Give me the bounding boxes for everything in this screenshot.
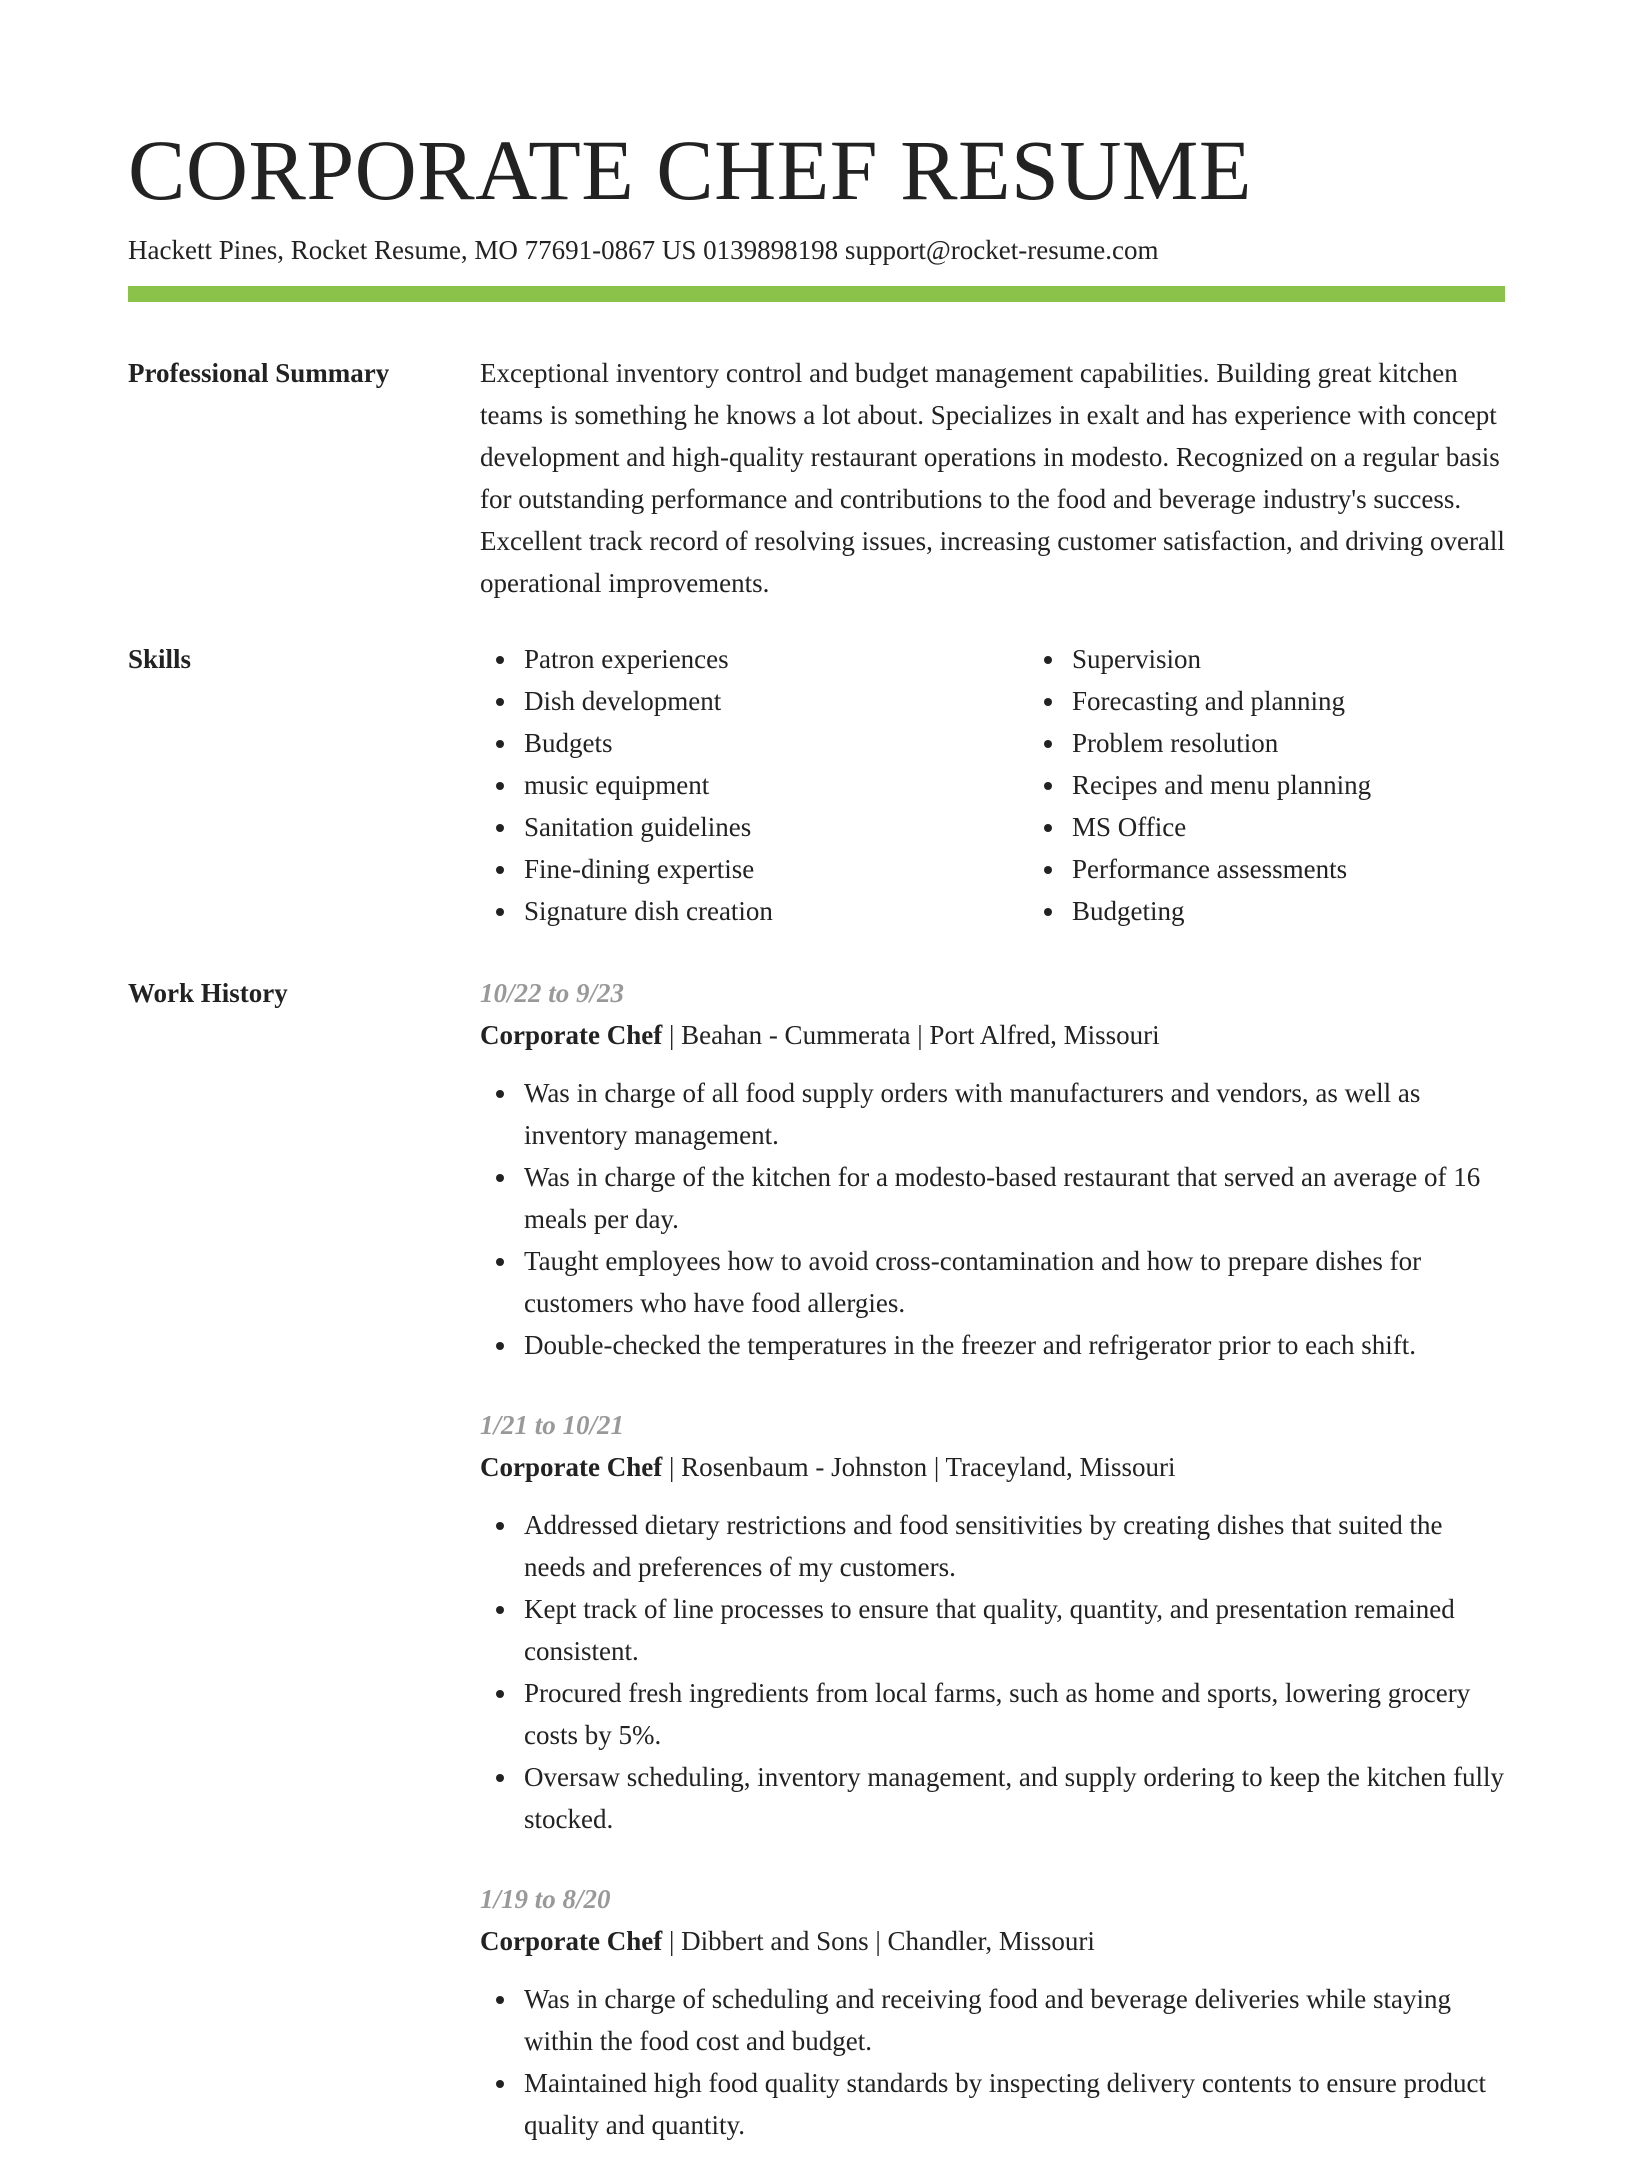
- skill-item: Budgets: [524, 722, 1028, 764]
- job-bullets: [480, 1504, 1505, 1840]
- job-bullet: Taught employees how to avoid cross-contamination and how to prepare dishes for customers who have food allergies.: [524, 1240, 1505, 1324]
- job-dates: 1/21 to 10/21: [480, 1410, 625, 1440]
- job-bullets: [480, 1072, 1505, 1366]
- skills-list-right: [1028, 638, 1576, 932]
- summary-text: Exceptional inventory control and budget management capabilities. Building great kitchen teams is something he knows a lot about. Specializes in exalt and has experience with concept development and high-quality restaurant operations in modesto. Recognized on a regular basis for outstanding performance and contributions to the food and beverage industry's success. Excellent track record of resolving issues, increasing customer satisfaction, and driving overall operational improvements.: [480, 358, 1505, 598]
- section-professional-summary: [128, 352, 1505, 604]
- skills-body: [480, 638, 1576, 932]
- job-bullet: Addressed dietary restrictions and food sensitivities by creating dishes that suited the needs and preferences of my customers.: [524, 1504, 1505, 1588]
- job-role: Corporate Chef: [480, 1926, 663, 1956]
- job-bullet: Was in charge of scheduling and receiving food and beverage deliveries while staying within the food cost and budget.: [524, 1978, 1505, 2062]
- job-entry: [480, 972, 1505, 1366]
- job-title-line: [480, 1446, 1505, 1488]
- skill-item: Problem resolution: [1072, 722, 1576, 764]
- job-bullet: Kept track of line processes to ensure that quality, quantity, and presentation remained consistent.: [524, 1588, 1505, 1672]
- skill-item: Signature dish creation: [524, 890, 1028, 932]
- job-entry: [480, 1404, 1505, 1840]
- skill-item: MS Office: [1072, 806, 1576, 848]
- job-entry: [480, 1878, 1505, 2146]
- skill-item: Budgeting: [1072, 890, 1576, 932]
- job-employer-location: | Dibbert and Sons | Chandler, Missouri: [662, 1926, 1095, 1956]
- accent-divider: [128, 286, 1505, 302]
- job-dates: 1/19 to 8/20: [480, 1884, 611, 1914]
- skill-item: music equipment: [524, 764, 1028, 806]
- section-work-history: [128, 972, 1505, 2184]
- skill-item: Patron experiences: [524, 638, 1028, 680]
- job-bullet: Was in charge of the kitchen for a modesto-based restaurant that served an average of 16 meals per day.: [524, 1156, 1505, 1240]
- job-bullet: Double-checked the temperatures in the freezer and refrigerator prior to each shift.: [524, 1324, 1505, 1366]
- skill-item: Dish development: [524, 680, 1028, 722]
- job-role: Corporate Chef: [480, 1452, 663, 1482]
- job-bullet: Oversaw scheduling, inventory management, and supply ordering to keep the kitchen fully stocked.: [524, 1756, 1505, 1840]
- skill-item: Performance assessments: [1072, 848, 1576, 890]
- skill-item: Sanitation guidelines: [524, 806, 1028, 848]
- job-bullet: Procured fresh ingredients from local farms, such as home and sports, lowering grocery costs by 5%.: [524, 1672, 1505, 1756]
- skill-item: Supervision: [1072, 638, 1576, 680]
- section-label-work: Work History: [128, 978, 288, 1008]
- job-bullets: [480, 1978, 1505, 2146]
- section-skills: [128, 638, 1505, 932]
- job-employer-location: | Beahan - Cummerata | Port Alfred, Missouri: [662, 1020, 1160, 1050]
- job-role: Corporate Chef: [480, 1020, 663, 1050]
- job-title-line: [480, 1014, 1505, 1056]
- resume-page: [128, 120, 1505, 2184]
- job-bullet: Was in charge of all food supply orders with manufacturers and vendors, as well as inventory management.: [524, 1072, 1505, 1156]
- section-label-skills: Skills: [128, 644, 192, 674]
- skill-item: Fine-dining expertise: [524, 848, 1028, 890]
- job-title-line: [480, 1920, 1505, 1962]
- work-history-body: [480, 972, 1505, 2184]
- job-employer-location: | Rosenbaum - Johnston | Traceyland, Missouri: [662, 1452, 1176, 1482]
- contact-line: Hackett Pines, Rocket Resume, MO 77691-0867 US 0139898198 support@rocket-resume.com: [128, 235, 1159, 265]
- job-bullet: Maintained high food quality standards by inspecting delivery contents to ensure product quality and quantity.: [524, 2062, 1505, 2146]
- section-label-summary: Professional Summary: [128, 358, 390, 388]
- skills-list-left: [480, 638, 1028, 932]
- resume-title: CORPORATE CHEF RESUME: [128, 122, 1252, 218]
- summary-body: [480, 352, 1505, 604]
- skill-item: Recipes and menu planning: [1072, 764, 1576, 806]
- job-dates: 10/22 to 9/23: [480, 978, 625, 1008]
- skill-item: Forecasting and planning: [1072, 680, 1576, 722]
